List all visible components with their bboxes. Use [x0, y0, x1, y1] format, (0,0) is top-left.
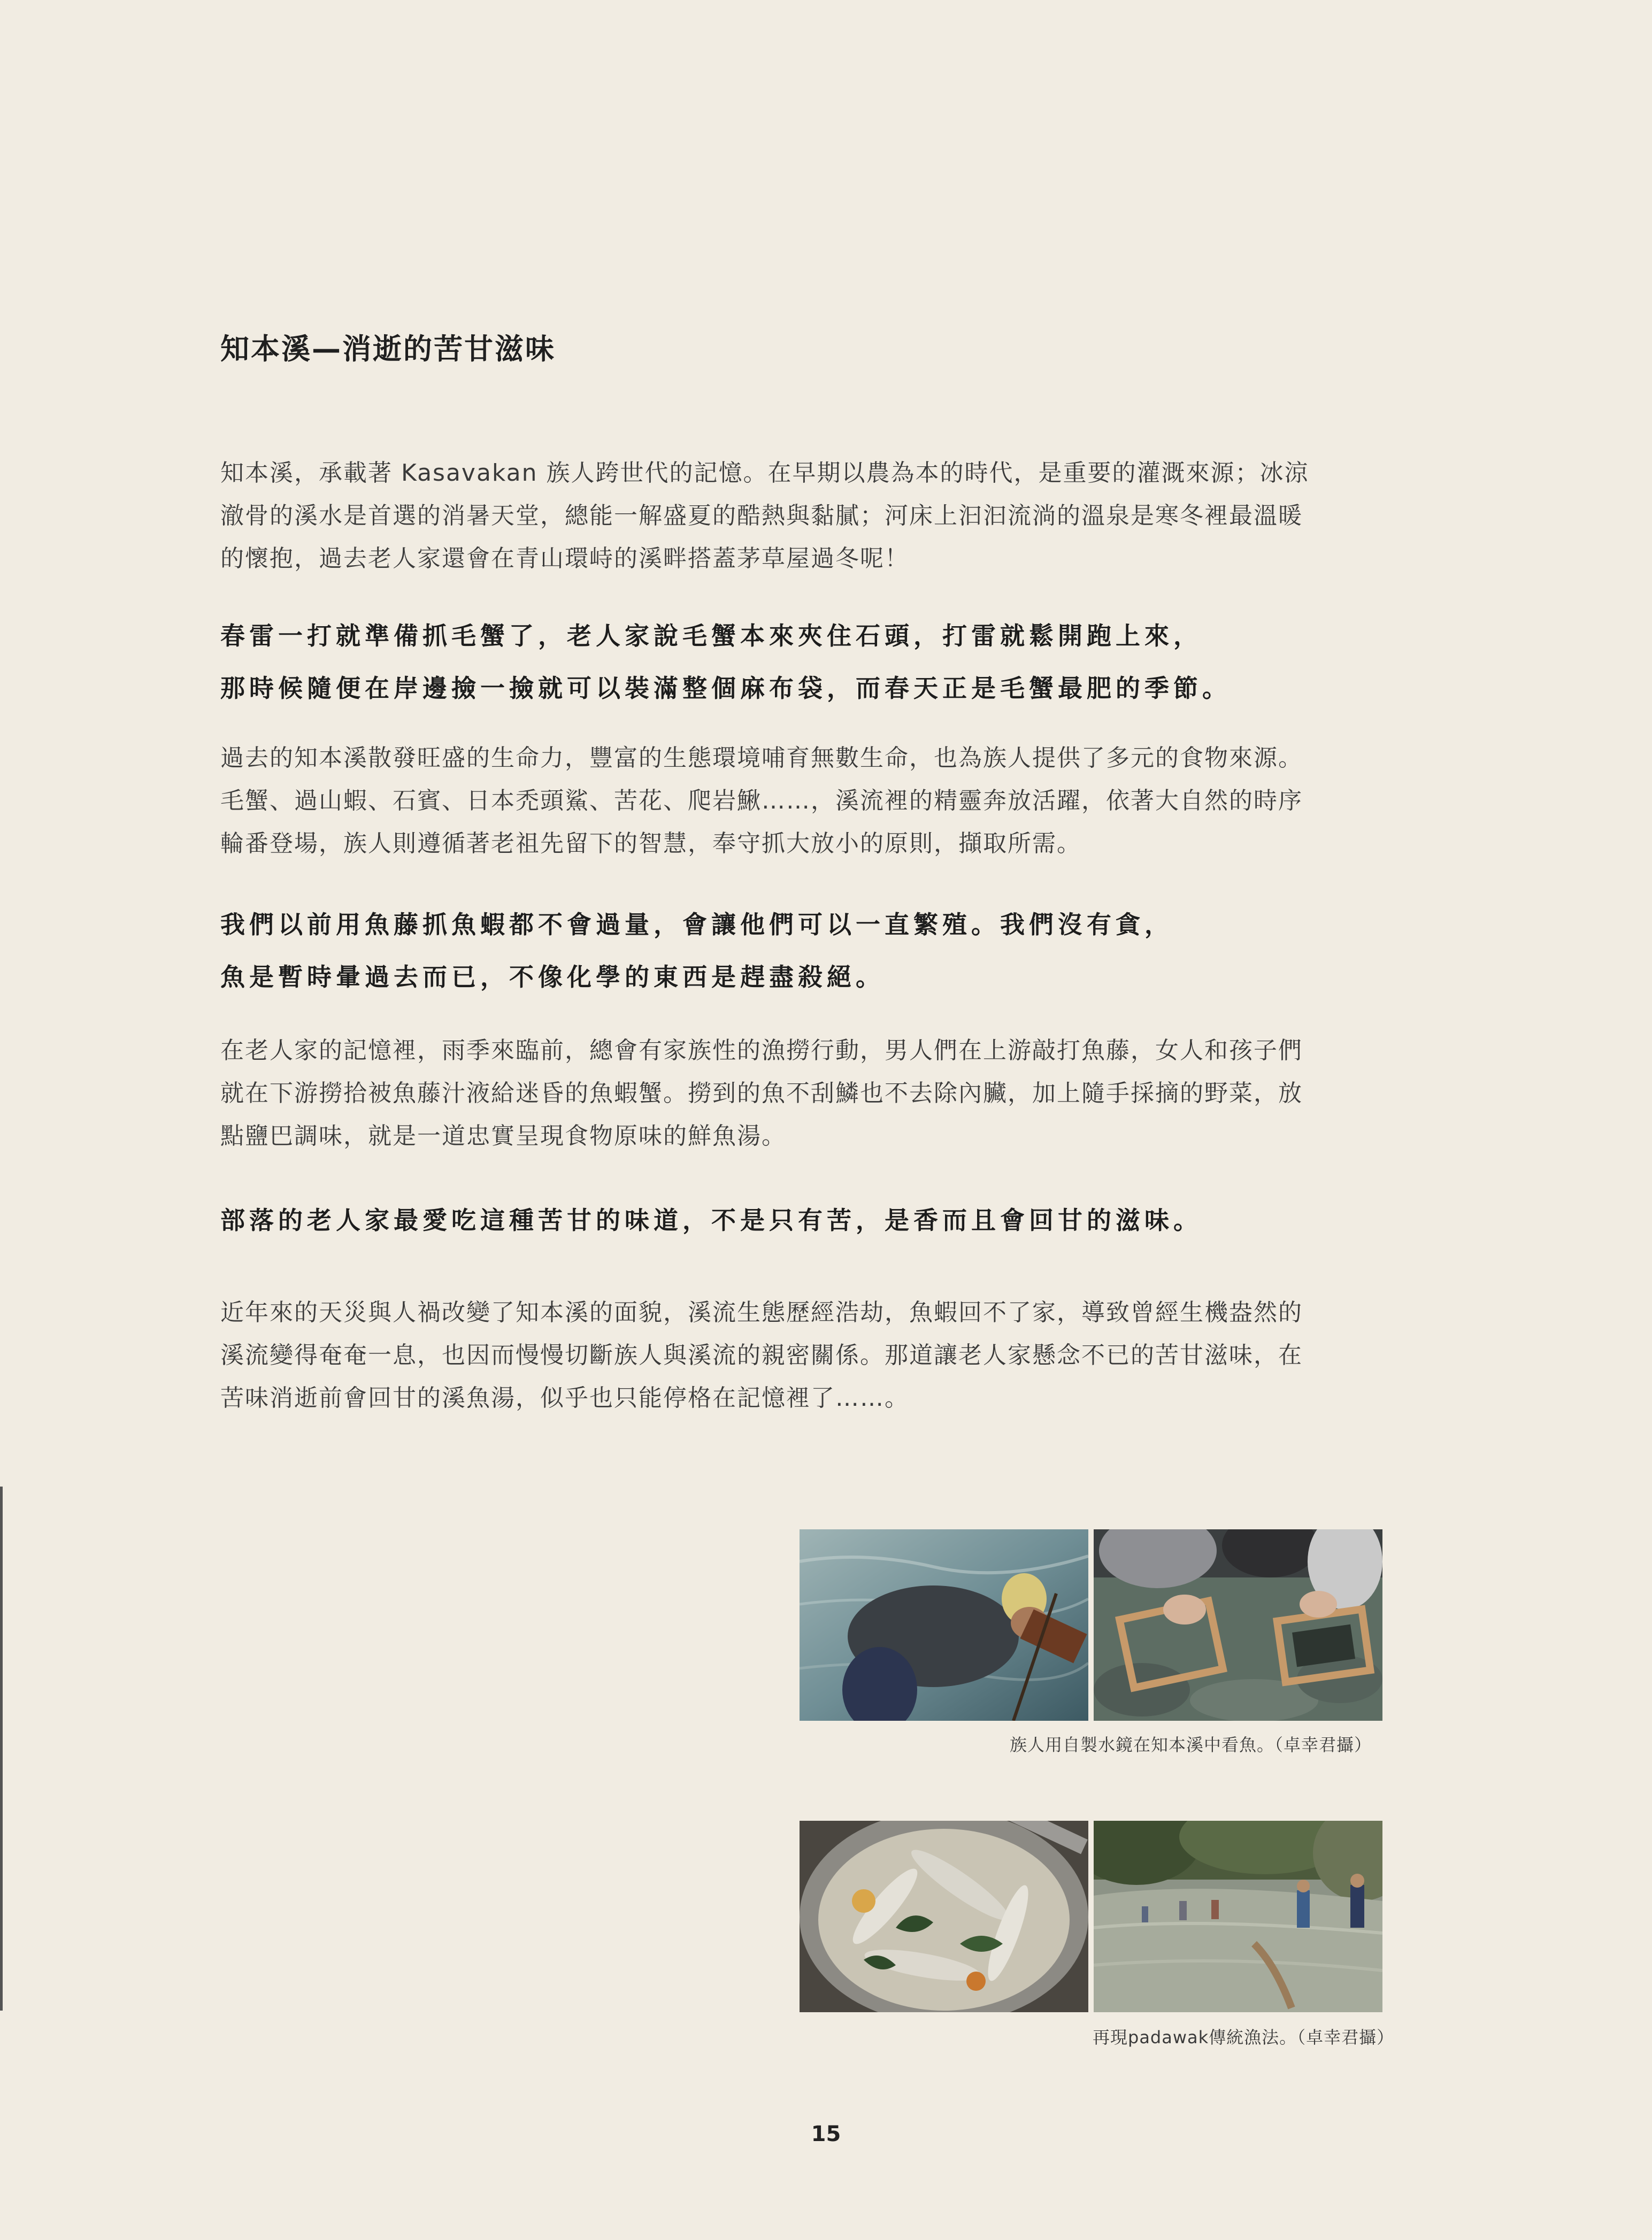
body-paragraph-3 — [220, 1029, 1349, 1158]
quote-line: 部落的老人家最愛吃這種苦甘的味道，不是只有苦，是香而且會回甘的滋味。 — [220, 1206, 1202, 1235]
paragraph-line: 點鹽巴調味，就是一道忠實呈現食物原味的鮮魚湯。 — [220, 1122, 786, 1150]
paragraph-line: 就在下游撈拾被魚藤汁液給迷昏的魚蝦蟹。撈到的魚不刮鱗也不去除內臟，加上隨手採摘的野菜，放 — [220, 1080, 1303, 1107]
quote-line: 春雷一打就準備抓毛蟹了，老人家說毛蟹本來夾住石頭，打雷就鬆開跑上來， — [220, 621, 1202, 650]
quote-line: 魚是暫時暈過去而已，不像化學的東西是趕盡殺絕。 — [220, 963, 885, 991]
photo-water-goggles — [800, 1529, 1088, 1721]
photo-caption-2: 再現padawak傳統漁法。（卓幸君攝） — [1093, 2027, 1395, 2047]
paragraph-line: 的懷抱，過去老人家還會在青山環峙的溪畔搭蓋茅草屋過冬呢！ — [220, 545, 909, 572]
paragraph-line: 近年來的天災與人禍改變了知本溪的面貌，溪流生態歷經浩劫，魚蝦回不了家，導致曾經生機盎然的 — [220, 1299, 1303, 1326]
paragraph-line: 澈骨的溪水是首選的消暑天堂，總能一解盛夏的酷熱與黏膩；河床上汩汩流淌的溫泉是寒冬裡最溫暖 — [220, 502, 1303, 529]
paragraph-line: 毛蟹、過山蝦、石賓、日本禿頭鯊、苦花、爬岩鰍……，溪流裡的精靈奔放活躍，依著大自然的時序 — [220, 787, 1303, 814]
paragraph-line: 溪流變得奄奄一息，也因而慢慢切斷族人與溪流的親密關係。那道讓老人家懸念不已的苦甘滋味，在 — [220, 1342, 1303, 1369]
photo-fish-soup — [800, 1821, 1088, 2012]
body-paragraph-4 — [220, 1291, 1349, 1420]
elder-quote-1 — [220, 610, 1370, 714]
elder-quote-3 — [220, 1194, 1370, 1246]
paragraph-line: 過去的知本溪散發旺盛的生命力，豐富的生態環境哺育無數生命，也為族人提供了多元的食物來源。 — [220, 744, 1303, 772]
photo-river-viewing-boxes — [1094, 1529, 1382, 1721]
article-title: 知本溪—消逝的苦甘滋味 — [220, 332, 556, 366]
body-paragraph-1 — [220, 452, 1349, 580]
photo-caption-1: 族人用自製水鏡在知本溪中看魚。（卓幸君攝） — [1010, 1735, 1372, 1755]
page-edge-mark — [0, 1487, 3, 2011]
photo-padawak-fishing — [1094, 1821, 1382, 2012]
body-paragraph-2 — [220, 737, 1349, 865]
quote-line: 我們以前用魚藤抓魚蝦都不會過量，會讓他們可以一直繁殖。我們沒有貪， — [220, 910, 1173, 939]
paragraph-line: 知本溪，承載著 Kasavakan 族人跨世代的記憶。在早期以農為本的時代，是重要的灌溉來源；冰涼 — [220, 459, 1309, 487]
elder-quote-2 — [220, 898, 1370, 1003]
paragraph-line: 苦味消逝前會回甘的溪魚湯，似乎也只能停格在記憶裡了……。 — [220, 1384, 909, 1412]
quote-line: 那時候隨便在岸邊撿一撿就可以裝滿整個麻布袋，而春天正是毛蟹最肥的季節。 — [220, 674, 1231, 703]
paragraph-line: 輪番登場，族人則遵循著老祖先留下的智慧，奉守抓大放小的原則，擷取所需。 — [220, 830, 1081, 857]
page-number: 15 — [811, 2122, 841, 2146]
paragraph-line: 在老人家的記憶裡，雨季來臨前，總會有家族性的漁撈行動，男人們在上游敲打魚藤，女人和孩子們 — [220, 1037, 1303, 1064]
